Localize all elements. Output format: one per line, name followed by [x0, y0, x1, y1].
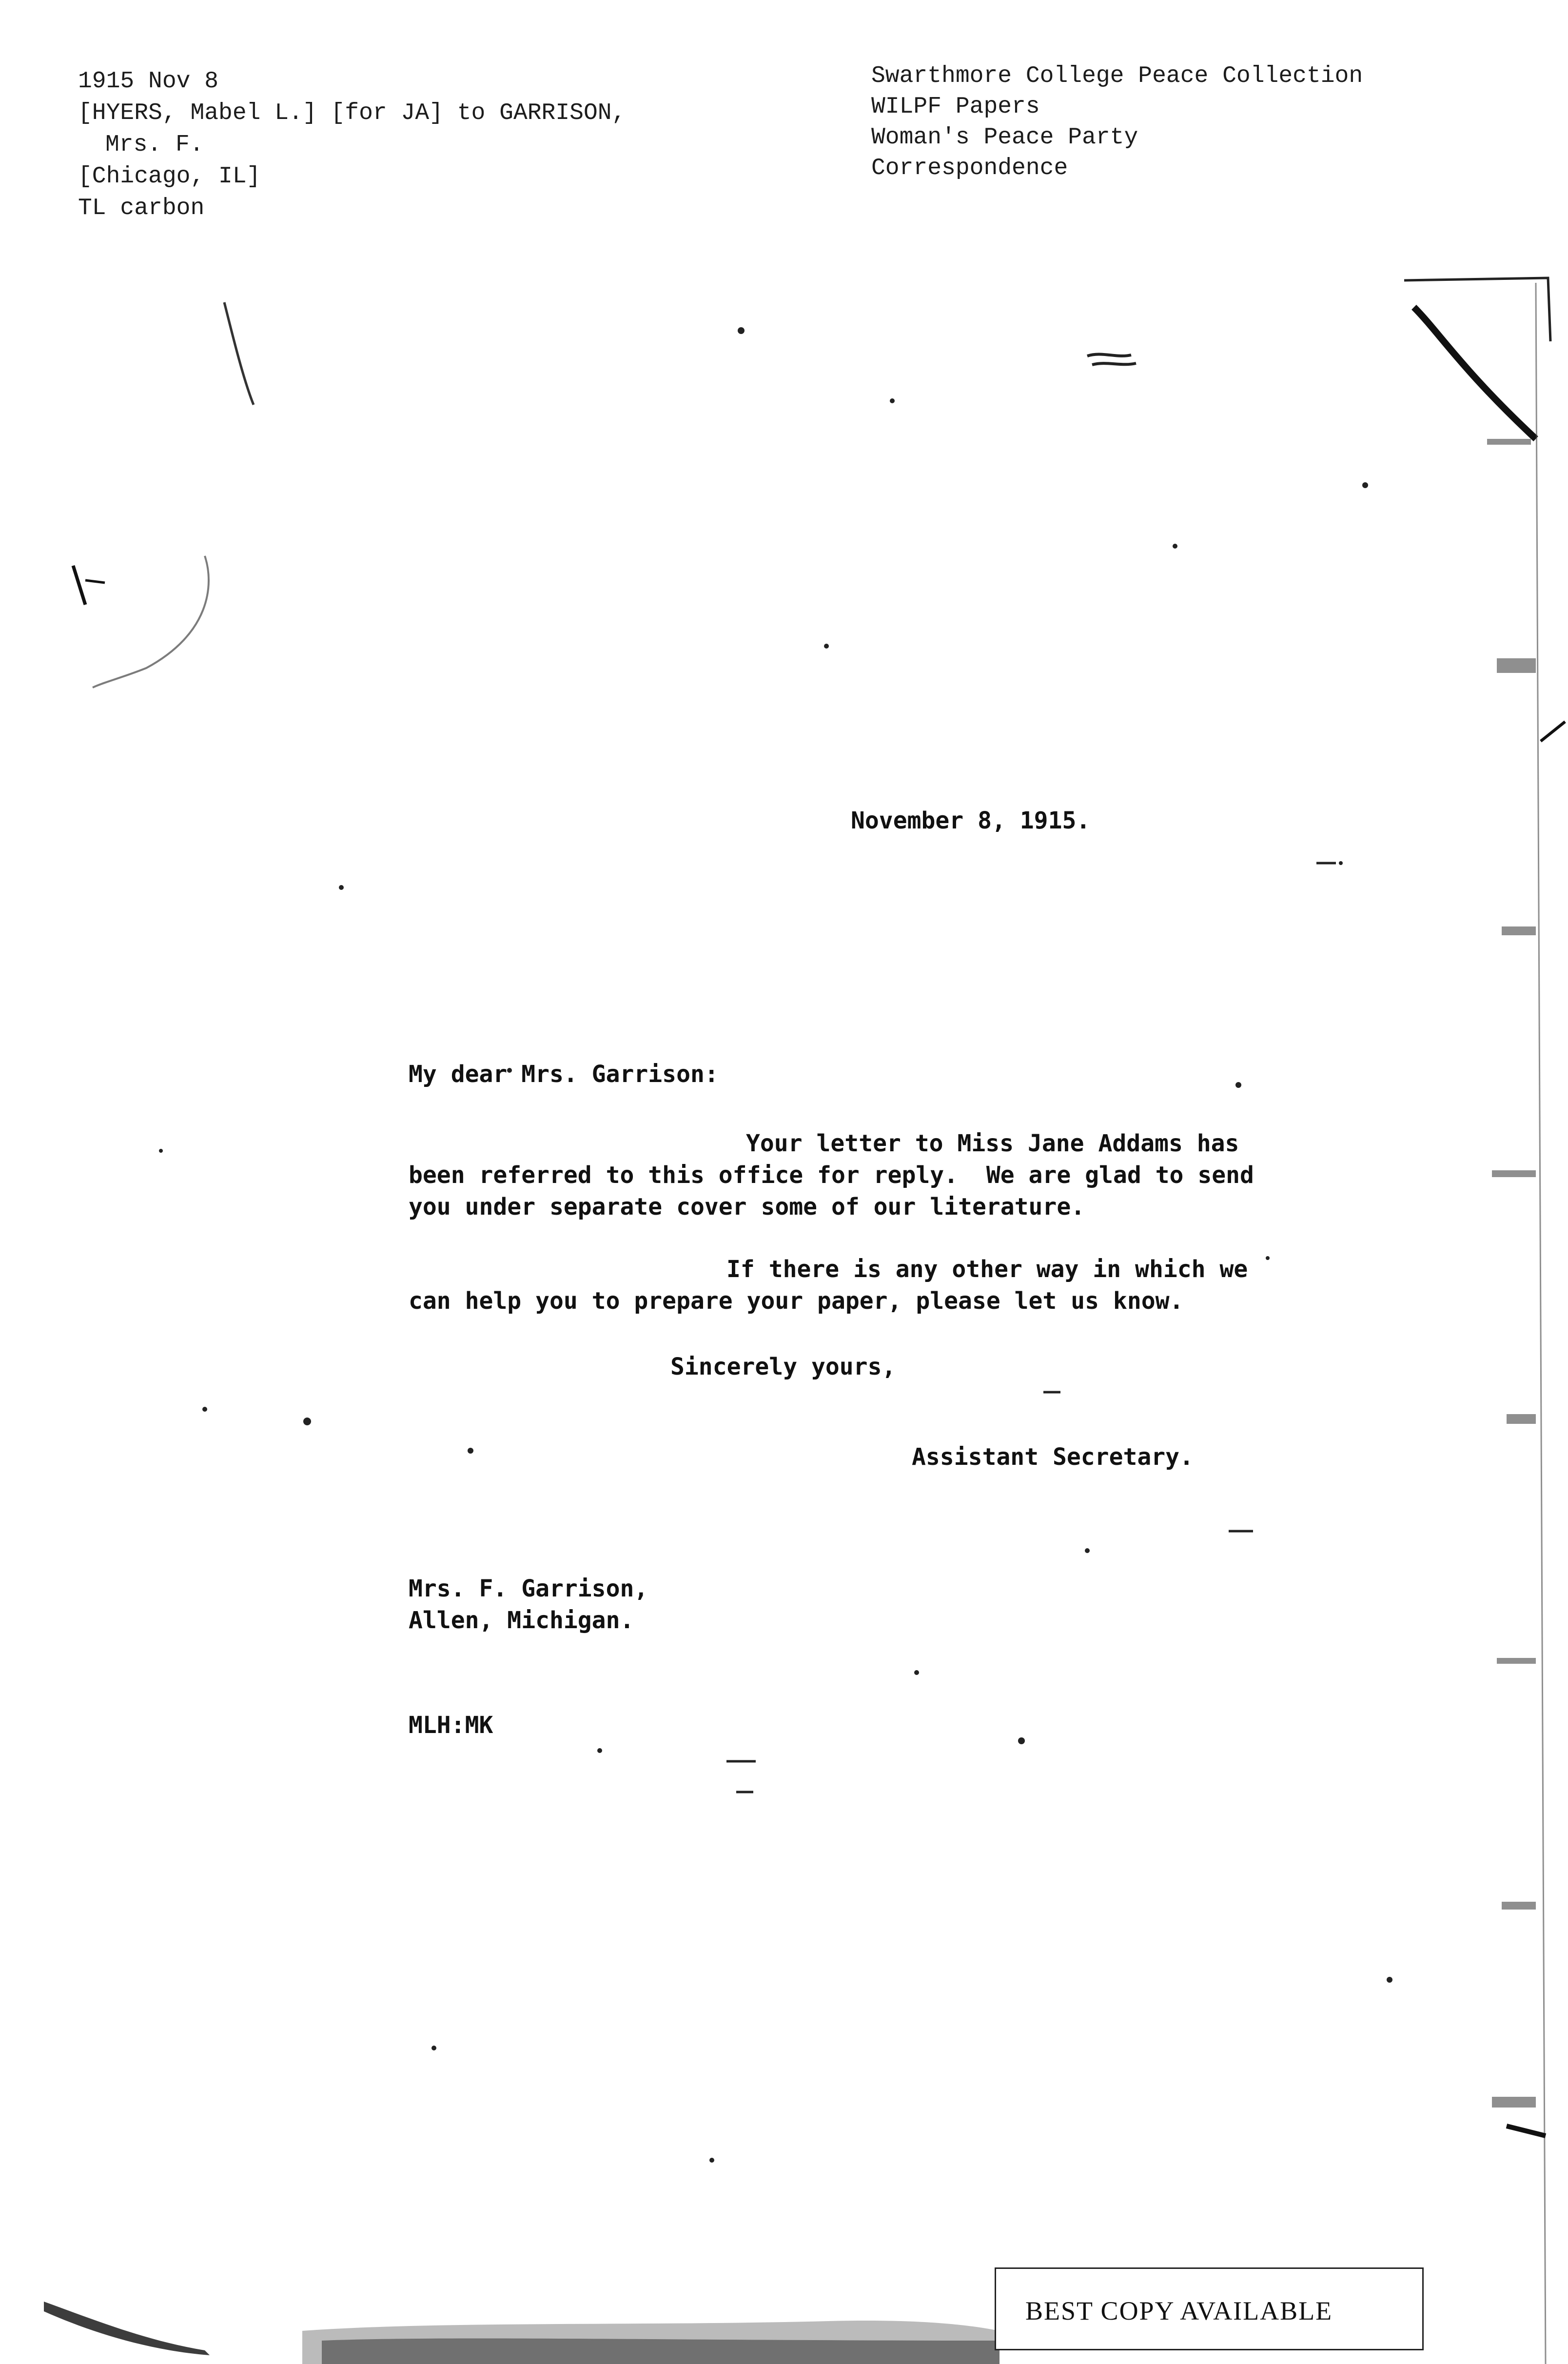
stamp-text: BEST COPY AVAILABLE [1025, 2296, 1333, 2325]
letter-paragraph-2-line: If there is any other way in which we [726, 1256, 1248, 1283]
archive-recipient-cont: Mrs. F. [105, 132, 204, 158]
collection-subseries: Woman's Peace Party [871, 124, 1138, 151]
archive-place: [Chicago, IL] [78, 163, 261, 190]
letter-closing: Sincerely yours, [670, 1353, 896, 1380]
collection-category: Correspondence [871, 155, 1068, 181]
collection-name: Swarthmore College Peace Collection [871, 63, 1363, 89]
archive-date: 1915 Nov 8 [78, 68, 219, 95]
best-copy-stamp [995, 2267, 1424, 2350]
archive-metadata [78, 66, 626, 224]
archive-doc-type: TL carbon [78, 195, 205, 221]
letter-paragraph-1-line: Your letter to Miss Jane Addams has [746, 1130, 1239, 1157]
archive-author-recipient: [HYERS, Mabel L.] [for JA] to GARRISON, [78, 100, 626, 126]
letter-paragraph-2-line: can help you to prepare your paper, please let us know. [409, 1287, 1184, 1315]
letter-paragraph-1-line: you under separate cover some of our literature. [409, 1193, 1085, 1221]
collection-series: WILPF Papers [871, 94, 1040, 120]
letter-date: November 8, 1915. [851, 807, 1091, 834]
typist-initials: MLH:MK [409, 1712, 493, 1739]
letter-salutation: My dear Mrs. Garrison: [409, 1061, 719, 1088]
recipient-address-line: Allen, Michigan. [409, 1607, 634, 1634]
recipient-address-line: Mrs. F. Garrison, [409, 1575, 648, 1602]
letter-signature-title: Assistant Secretary. [912, 1443, 1194, 1471]
letter-paragraph-1-line: been referred to this office for reply. We are glad to send [409, 1162, 1254, 1189]
collection-metadata [871, 61, 1363, 184]
